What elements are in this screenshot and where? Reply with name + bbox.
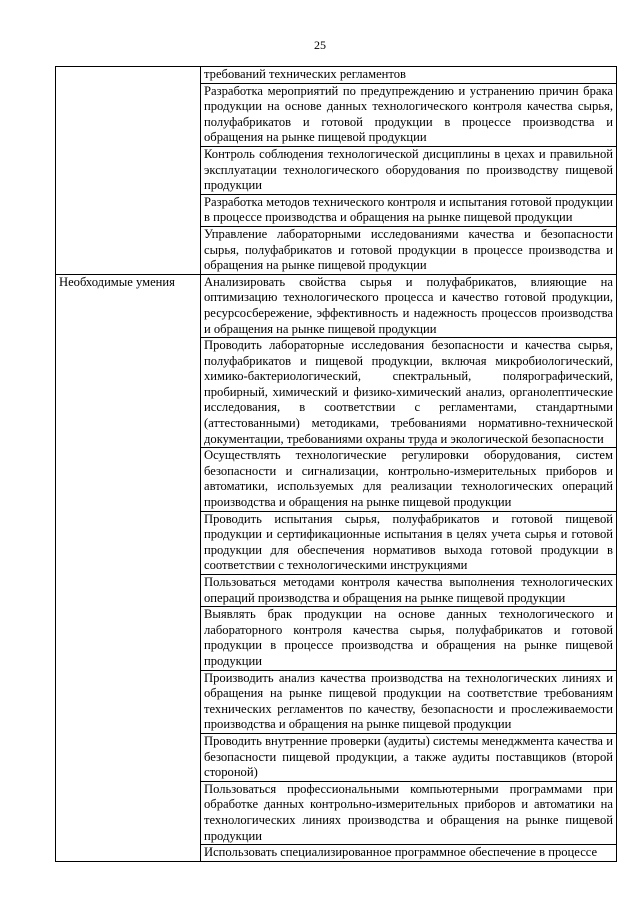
row-text: требований технических регламентов xyxy=(204,67,406,81)
table-row xyxy=(56,67,617,84)
row-text-cell xyxy=(201,607,617,670)
row-text-cell xyxy=(201,338,617,448)
row-text: Проводить лабораторные исследования безопасности и качества сырья, полуфабрикатов и пищевой продукции, включая микробиологический, химико-бактериологический, спектральный, полярографический, пробирный, химический и физико-химический анализ, органолептические исследования, в соответствии с регламентами, стандартными (аттестованными) методиками, требованиями нормативно-технической документации, требованиями охраны труда и экологической безопасности xyxy=(204,338,613,446)
row-text-cell xyxy=(201,575,617,607)
row-label-cell xyxy=(56,67,201,275)
row-text-cell xyxy=(201,511,617,574)
row-text: Осуществлять технологические регулировки оборудования, систем безопасности и сигнализации, контрольно-измерительных приборов и автоматики, используемых для реализации технологических операций производства и обращения на рынке пищевой продукции xyxy=(204,448,613,510)
row-text: Управление лабораторными исследованиями качества и безопасности сырья, полуфабрикатов и готовой продукции в процессе производства и обращения на рынке пищевой продукции xyxy=(204,226,613,273)
row-text: Анализировать свойства сырья и полуфабрикатов, влияющие на оптимизацию технологического процесса и качество готовой продукции, ресурсосбережение, эффективность и надежность процессов производства и обращения на рынке пищевой продукции xyxy=(204,274,613,336)
page-number: 25 xyxy=(314,38,326,52)
row-text-cell xyxy=(201,733,617,781)
row-text: Разработка мероприятий по предупреждению и устранению причин брака продукции на основе данных технологического контроля качества сырья, полуфабрикатов и готовой продукции в процессе производства и обращения на рынке пищевой продукции xyxy=(204,83,613,145)
row-text: Разработка методов технического контроля и испытания готовой продукции в процессе производства и обращения на рынке пищевой продукции xyxy=(204,194,613,225)
row-text: Производить анализ качества производства на технологических линиях и обращения на рынке пищевой продукции на соответствие требованиям технических регламентов по качеству, безопасности и прослеживаемости производства и обращения на рынке пищевой продукции xyxy=(204,670,613,732)
row-text-cell xyxy=(201,670,617,733)
table-row xyxy=(56,274,617,337)
row-text: Контроль соблюдения технологической дисциплины в цехах и правильной эксплуатации технологического оборудования по производству пищевой продукции xyxy=(204,146,613,193)
row-text-cell xyxy=(201,194,617,226)
skills-table xyxy=(55,66,617,862)
row-text: Пользоваться методами контроля качества выполнения технологических операций производства и обращения на рынке пищевой продукции xyxy=(204,575,613,605)
row-text-cell xyxy=(201,274,617,337)
row-text-cell xyxy=(201,146,617,194)
row-label-cell xyxy=(56,274,201,861)
row-text-cell xyxy=(201,83,617,146)
row-text-cell xyxy=(201,226,617,274)
row-text-cell xyxy=(201,781,617,844)
row-text: Пользоваться профессиональными компьютерными программами при обработке данных контрольно-измерительных приборов и автоматики на технологических линиях производства и обращения на рынке пищевой продукции xyxy=(204,781,613,843)
row-label: Необходимые умения xyxy=(59,274,175,289)
row-text: Использовать специализированное программное обеспечение в процессе xyxy=(204,845,598,860)
row-text-cell xyxy=(201,448,617,511)
row-text: Проводить внутренние проверки (аудиты) системы менеджмента качества и безопасности пищевой продукции, а также аудиты поставщиков (второй стороной) xyxy=(204,733,613,780)
row-text: Проводить испытания сырья, полуфабрикатов и готовой пищевой продукции и сертификационные испытания в целях учета сырья и готовой продукции для обеспечения нормативов выхода готовой продукции в соответствии с технологическими инструкциями xyxy=(204,511,613,573)
row-text-cell xyxy=(201,845,617,862)
row-text-cell xyxy=(201,67,617,84)
row-text: Выявлять брак продукции на основе данных технологического и лабораторного контроля качества сырья, полуфабрикатов и готовой продукции в процессе производства и обращения на рынке пищевой продукции xyxy=(204,607,613,668)
